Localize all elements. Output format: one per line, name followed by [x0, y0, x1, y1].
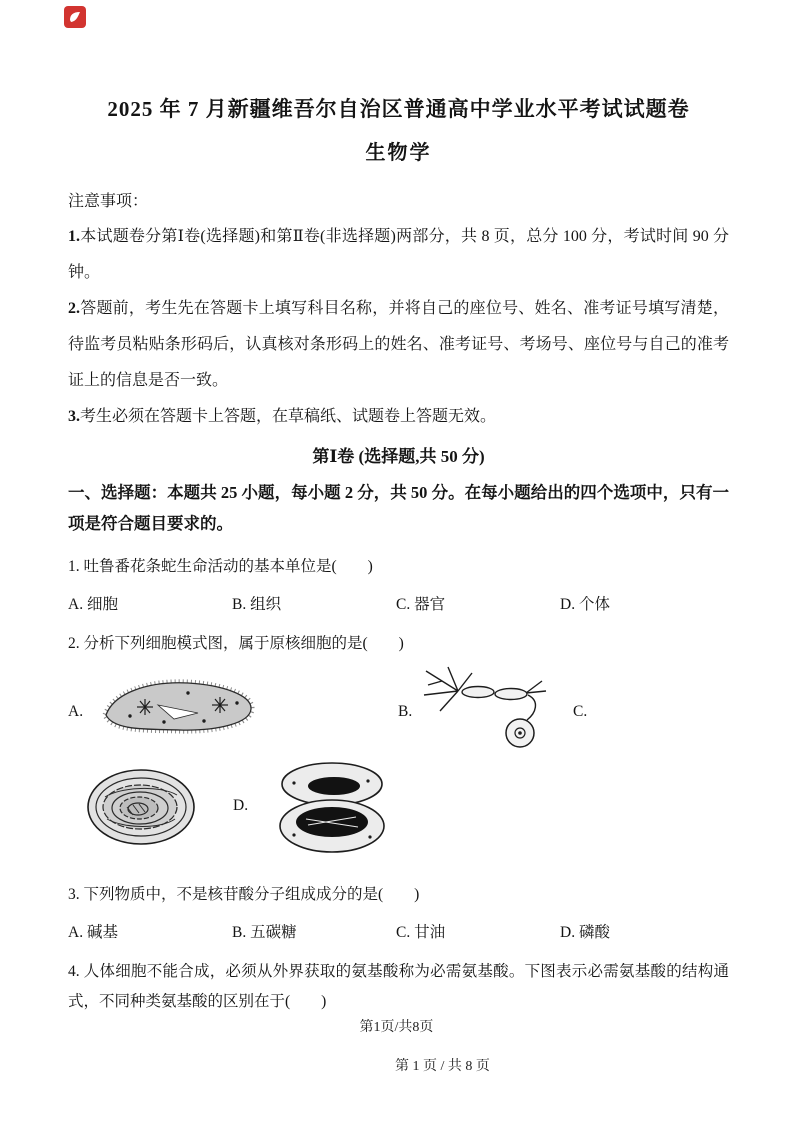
question-1-stem: 1. 吐鲁番花条蛇生命活动的基本单位是( ): [68, 558, 373, 575]
notice-item-1-num: 1.: [68, 228, 80, 245]
notice-item-3: [68, 399, 729, 435]
coiled-cell-drawing: [85, 767, 197, 847]
q1-option-a: A. 细胞: [68, 596, 118, 613]
question-4-stem: 4. 人体细胞不能合成，必须从外界获取的氨基酸称为必需氨基酸。下图表示必需氨基酸的结构通式，不同种类氨基酸的区别在于( ): [68, 963, 729, 1010]
notice-item-3-text: 考生必须在答题卡上答题，在草稿纸、试题卷上答题无效。: [80, 408, 497, 425]
q1-option-c: C. 器官: [396, 596, 446, 613]
exam-title: 2025 年 7 月新疆维吾尔自治区普通高中学业水平考试试题卷: [107, 97, 690, 121]
notice-item-2: [68, 291, 729, 399]
q3-option-a: A. 碱基: [68, 924, 118, 941]
q2-label-d: D.: [233, 797, 249, 814]
paired-cells-drawing: [278, 761, 386, 855]
page-number-outer: 第 1 页 / 共 8 页: [395, 1059, 490, 1074]
q2-label-c: C.: [573, 703, 588, 720]
q3-option-c: C. 甘油: [396, 924, 446, 941]
question-1-options: [68, 594, 729, 616]
paramecium-drawing: [100, 675, 258, 737]
question-2-stem: 2. 分析下列细胞模式图，属于原核细胞的是( ): [68, 635, 404, 652]
q1-option-b: B. 组织: [232, 596, 282, 613]
document-content: [68, 0, 729, 1017]
notice-heading: 注意事项：: [68, 193, 149, 210]
question-2-figures: [68, 675, 729, 867]
notice-item-2-num: 2.: [68, 300, 80, 317]
q3-option-d: D. 磷酸: [560, 924, 610, 941]
section-1-heading: 第Ⅰ卷 (选择题,共 50 分): [312, 447, 485, 466]
notice-item-3-num: 3.: [68, 408, 80, 425]
exam-subject: 生物学: [365, 142, 432, 164]
notice-list: [68, 219, 729, 435]
notice-item-1: [68, 219, 729, 291]
q1-option-d: D. 个体: [560, 596, 610, 613]
question-3-stem: 3. 下列物质中，不是核苷酸分子组成成分的是( ): [68, 886, 420, 903]
q2-label-a: A.: [68, 703, 84, 720]
q3-option-b: B. 五碳糖: [232, 924, 297, 941]
neuron-drawing: [420, 665, 568, 757]
notice-item-2-text: 答题前，考生先在答题卡上填写科目名称，并将自己的座位号、姓名、准考证号填写清楚，待监考员粘贴条形码后，认真核对条形码上的姓名、准考证号、考场号、座位号与自己的准考证上的信息是否一致。: [68, 300, 729, 389]
q2-label-b: B.: [398, 703, 413, 720]
question-3-options: [68, 922, 729, 944]
notice-item-1-text: 本试题卷分第Ⅰ卷(选择题)和第Ⅱ卷(非选择题)两部分，共 8 页，总分 100 分，考试时间 90 分钟。: [68, 228, 729, 281]
section-1-intro: 一、选择题：本题共 25 小题，每小题 2 分，共 50 分。在每小题给出的四个选项中，只有一项是符合题目要求的。: [68, 483, 729, 533]
page-number-inner: 第1页/共8页: [359, 1020, 434, 1035]
